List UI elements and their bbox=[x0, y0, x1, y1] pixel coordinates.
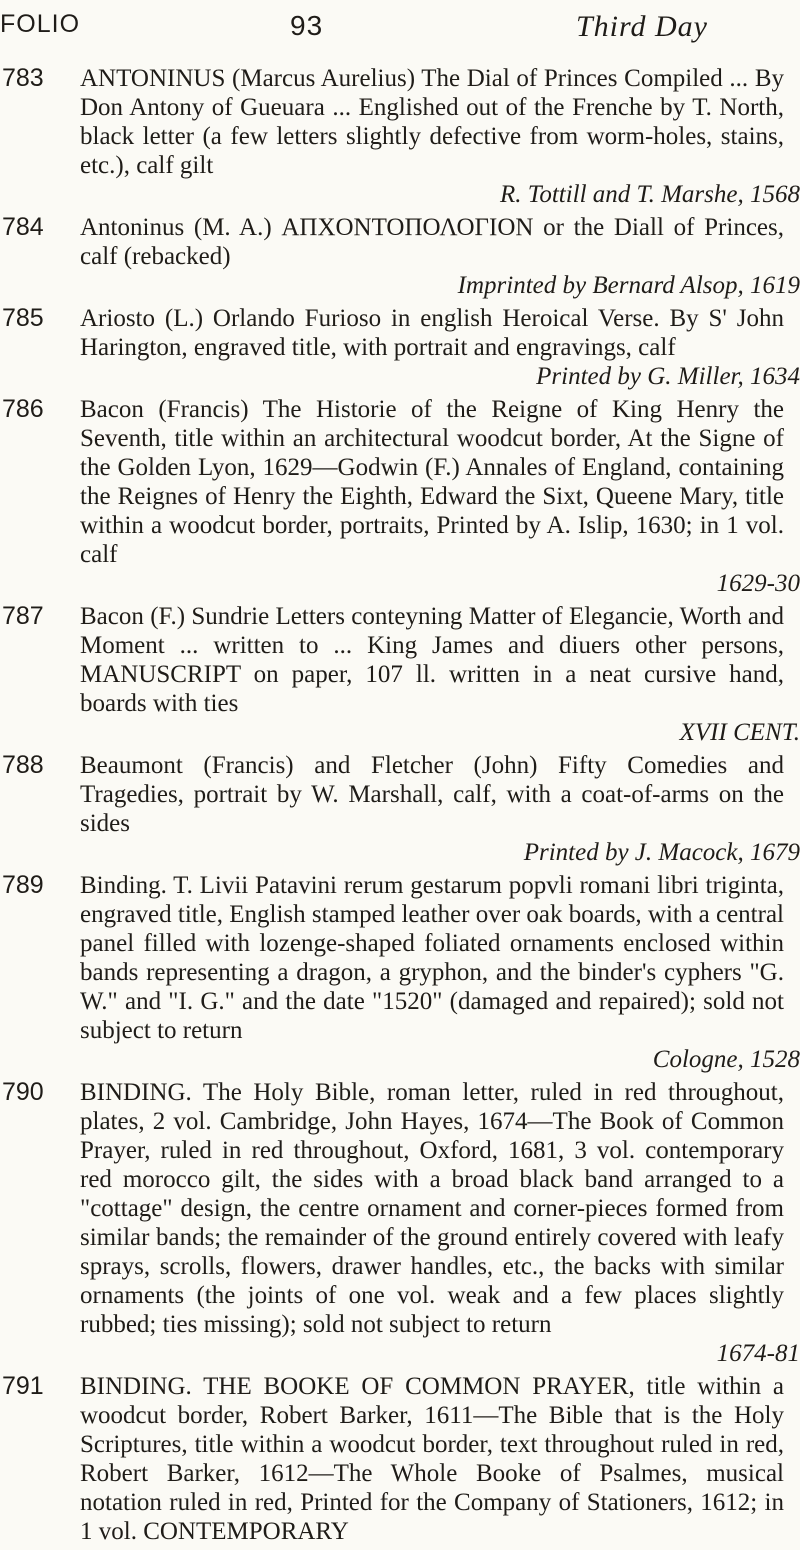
lot-number: 790 bbox=[2, 1078, 44, 1106]
lot-number: 785 bbox=[2, 304, 44, 332]
lot-imprint: Imprinted by Bernard Alsop, 1619 bbox=[457, 272, 800, 299]
lot-imprint: R. Tottill and T. Marshe, 1568 bbox=[499, 181, 800, 208]
lot-description: BINDING. THE BOOKE OF COMMON PRAYER, title within a woodcut border, Robert Barker, 1611—The Bible that is the Holy Scriptures, title within a woodcut border, text throughout ruled in red, Robert Barker, 1612—The Whole Booke of Psalmes, musical notation ruled in red, Printed for the Company of Stationers, 1612; in 1 vol. CONTEMPORARY bbox=[80, 1373, 784, 1545]
page-number: 93 bbox=[290, 10, 324, 41]
lot-imprint: Printed by G. Miller, 1634 bbox=[536, 363, 800, 390]
lot-description: Bacon (Francis) The Historie of the Reigne of King Henry the Seventh, title within an architectural woodcut border, At the Signe of the Golden Lyon, 1629—Godwin (F.) Annales of England, containing the Reignes of Henry the Eighth, Edward the Sixt, Queene Mary, title within a woodcut border, portraits, Printed by A. Islip, 1630; in 1 vol. calf bbox=[80, 396, 784, 568]
running-header bbox=[0, 10, 800, 50]
lot-number: 786 bbox=[2, 395, 44, 423]
lot-entry bbox=[0, 602, 800, 747]
lot-number: 784 bbox=[2, 213, 44, 241]
lot-number: 788 bbox=[2, 751, 44, 779]
lot-imprint: 1674-81 bbox=[716, 1340, 800, 1367]
lot-imprint: Printed by J. Macock, 1679 bbox=[523, 839, 800, 866]
lot-number: 789 bbox=[2, 871, 44, 899]
lot-entry bbox=[0, 395, 800, 598]
lot-description: Antoninus (M. A.) ΑΠΧΟΝΤΟΠΟΛΟΓΙΟΝ or the Diall of Princes, calf (rebacked) bbox=[80, 214, 784, 270]
header-day: Third Day bbox=[575, 10, 708, 43]
lot-entry bbox=[0, 751, 800, 867]
lot-description: Ariosto (L.) Orlando Furioso in english Heroical Verse. By S' John Harington, engraved title, with portrait and engravings, calf bbox=[80, 305, 784, 361]
lot-entry bbox=[0, 64, 800, 209]
lot-imprint: 1629-30 bbox=[716, 570, 800, 597]
lot-number: 787 bbox=[2, 602, 44, 630]
lot-description: ANTONINUS (Marcus Aurelius) The Dial of Princes Compiled ... By Don Antony of Gueuara ... Englished out of the Frenche by T. North, black letter (a few letters slightly defective from worm-holes, stains, etc.), calf gilt bbox=[80, 65, 784, 179]
lot-entry bbox=[0, 1078, 800, 1368]
lot-description: Bacon (F.) Sundrie Letters conteyning Matter of Elegancie, Worth and Moment ... written to ... King James and diuers other persons, MANUSCRIPT on paper, 107 ll. written in a neat cursive hand, boards with ties bbox=[80, 603, 784, 717]
lot-description: BINDING. The Holy Bible, roman letter, ruled in red throughout, plates, 2 vol. Cambridge, John Hayes, 1674—The Book of Common Prayer, ruled in red throughout, Oxford, 1681, 3 vol. contemporary red morocco gilt, the sides with a broad black band arranged to a "cottage" design, the centre ornament and corner-pieces formed from similar bands; the remainder of the ground entirely covered with leafy sprays, scrolls, flowers, drawer handles, etc., the backs with similar ornaments (the joints of one vol. weak and a few places slightly rubbed; ties missing); sold not subject to return bbox=[80, 1079, 784, 1338]
lot-number: 791 bbox=[2, 1372, 44, 1400]
lot-entry bbox=[0, 304, 800, 391]
lot-entry bbox=[0, 213, 800, 300]
lot-imprint: Cologne, 1528 bbox=[652, 1046, 800, 1073]
header-folio: FOLIO bbox=[0, 10, 81, 38]
lot-number: 783 bbox=[2, 64, 44, 92]
lot-description: Binding. T. Livii Patavini rerum gestarum popvli romani libri triginta, engraved title, English stamped leather over oak boards, with a central panel filled with lozenge-shaped foliated ornaments enclosed within bands representing a dragon, a gryphon, and the binder's cyphers "G. W." and "I. G." and the date "1520" (damaged and repaired); sold not subject to return bbox=[80, 872, 784, 1044]
lot-list bbox=[0, 64, 800, 1550]
lot-entry bbox=[0, 871, 800, 1074]
lot-entry bbox=[0, 1372, 800, 1546]
lot-description: Beaumont (Francis) and Fletcher (John) Fifty Comedies and Tragedies, portrait by W. Marshall, calf, with a coat-of-arms on the sides bbox=[80, 752, 784, 837]
lot-imprint: XVII CENT. bbox=[679, 719, 800, 746]
